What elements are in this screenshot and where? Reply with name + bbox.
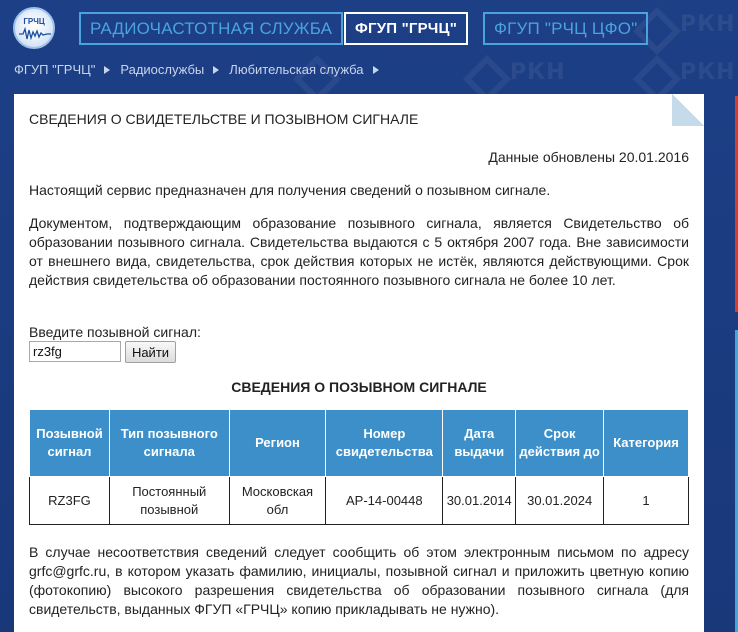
breadcrumb-item-grfc[interactable]: ФГУП "ГРЧЦ" — [14, 62, 96, 78]
table-row — [30, 477, 689, 525]
page-fold-corner — [672, 94, 704, 126]
site-header — [0, 0, 738, 56]
logo-text: ГРЧЦ — [23, 17, 45, 26]
callsign-input-label: Введите позывной сигнал: — [29, 324, 201, 340]
column-header-type: Тип позывного сигнала — [109, 410, 229, 477]
cell-valid-until: 30.01.2024 — [516, 477, 604, 525]
search-button[interactable]: Найти — [125, 341, 176, 363]
logo[interactable] — [13, 7, 55, 49]
column-header-callsign: Позывной сигнал — [30, 410, 110, 477]
nav-radio-service-button[interactable]: РАДИОЧАСТОТНАЯ СЛУЖБА — [79, 12, 343, 45]
column-header-certificate: Номер свидетельства — [326, 410, 443, 477]
column-header-valid-until: Срок действия до — [516, 410, 604, 477]
column-header-region: Регион — [229, 410, 326, 477]
cell-callsign: RZ3FG — [30, 477, 110, 525]
breadcrumb-separator-icon — [373, 66, 379, 74]
cell-type: Постоянный позывной — [109, 477, 229, 525]
breadcrumb-item-radio-services[interactable]: Радиослужбы — [120, 62, 205, 78]
column-header-issue-date: Дата выдачи — [443, 410, 516, 477]
callsign-input[interactable] — [29, 341, 121, 362]
cell-issue-date: 30.01.2014 — [443, 477, 516, 525]
content-card — [14, 94, 704, 632]
cell-region: Московская обл — [229, 477, 326, 525]
breadcrumb-separator-icon — [104, 66, 110, 74]
updated-date: Данные обновлены 20.01.2016 — [488, 149, 689, 165]
breadcrumb — [14, 61, 389, 79]
radio-wave-icon — [19, 27, 51, 41]
table-header-row — [30, 410, 689, 477]
watermark-text: РКН — [680, 12, 736, 37]
nav-rfc-cfo-button[interactable]: ФГУП "РЧЦ ЦФО" — [483, 12, 648, 45]
intro-text: Настоящий сервис предназначен для получения сведений о позывном сигнале. — [29, 182, 551, 198]
results-table — [29, 409, 689, 525]
description-text: Документом, подтверждающим образование позывного сигнала, является Свидетельство об образовании позывного сигнала. Свидетельства выдаются с 5 октября 2007 года. Вне зависимости от внешнего вида, свидетельства, срок действия которых не истёк, являются действующими. Срок действия свидетельства об образовании постоянного позывного сигнала не более 10 лет. — [29, 215, 689, 288]
nav-grfc-button[interactable]: ФГУП "ГРЧЦ" — [344, 12, 468, 45]
page-title: СВЕДЕНИЯ О СВИДЕТЕЛЬСТВЕ И ПОЗЫВНОМ СИГНАЛЕ — [29, 111, 419, 127]
footer-note: В случае несоответствия сведений следует сообщить об этом электронным письмом по адресу grfc@grfc.ru, в котором указать фамилию, инициалы, позывной сигнал и приложить цветную копию (фотокопию) высокого разрешения свидетельства об образовании позывного сигнала (для свидетельств, выданных ФГУП «ГРЧЦ» копию прикладывать не нужно). — [29, 544, 689, 617]
watermark-text: РКН — [510, 60, 566, 85]
breadcrumb-item-amateur-service[interactable]: Любительская служба — [229, 62, 364, 78]
results-title: СВЕДЕНИЯ О ПОЗЫВНОМ СИГНАЛЕ — [231, 379, 487, 395]
watermark-text: РКН — [680, 60, 736, 85]
column-header-category: Категория — [604, 410, 689, 477]
cell-certificate: АР-14-00448 — [326, 477, 443, 525]
breadcrumb-separator-icon — [213, 66, 219, 74]
cell-category: 1 — [604, 477, 689, 525]
